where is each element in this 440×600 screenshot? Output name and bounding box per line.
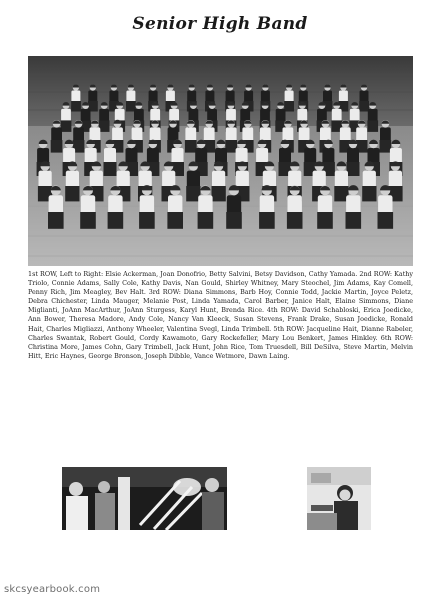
band-member-lower [378,212,394,229]
page-title: Senior High Band [132,14,308,34]
band-member-lower [259,212,275,229]
band-member-lower [167,212,183,229]
band-practice-photo-illustration [62,467,227,530]
band-member-lower [380,140,392,153]
band-member-lower [71,101,81,112]
band-practice-photo [62,467,227,530]
band-member-lower [80,212,96,229]
band-member-lower [287,212,303,229]
site-watermark: skcsyearbook.com [4,584,101,595]
band-member-lower [367,120,378,131]
band-group-photo [28,56,413,266]
band-member-lower [198,212,214,229]
band-member-lower [346,212,362,229]
band-member-lower [108,212,124,229]
band-member-lower [212,186,226,201]
band-member-lower [317,212,333,229]
band-member-lower [99,120,110,131]
band-member-lower [61,120,72,131]
musician-photo [307,467,371,530]
band-member-lower [284,101,294,112]
band-member-lower [362,186,376,201]
band-member-lower [359,101,369,112]
band-member-lower [51,140,63,153]
band-member-lower [347,162,360,176]
musician-photo-illustration [307,467,371,530]
band-member-lower [185,140,197,153]
band-member-lower [225,140,237,153]
band-member-lower [48,212,64,229]
band-member-lower [65,186,79,201]
band-member-lower [104,162,117,176]
band-member-lower [139,212,155,229]
roster-caption: 1st ROW, Left to Right: Elsie Ackerman, Joan Donofrio, Betty Salvini, Betsy Davidson, Cathy Yamada. 2nd ROW: Kathy Triolo, Connie Adams, Sally Cole, Kathy Davis, Nan Gould, Shirley Whitney, Mary Steochel, Jim Adams, Kay Comell, Penny Rich, Jim Meagley, Bev Halt. 3rd ROW: Diana Simmons, Barb Hoy, Connie Todd, Jackie Martin, Joyce Peletz, Debra Chichester, Linda Mauger, Melanie Post, Linda Yamada, Carol Barber, Janice Halt, Elaine Simmons, Diane Miglianti, JoAnn MacArthur, JoAnn Sturgess, Karyl Hunt, Brenda Rice. 4th ROW: David Schabloski, Erica Joedicke, Ann Bower, Theresa Madore, Andy Cole, Nancy Van Kleeck, Susan Stevens, Frank Drake, Susan Joedicke, Ronald Hait, Charles Migliazzi, Anthony Wheeler, Valentina Svegl, Linda Trimbell. 5th ROW: Jacqueline Hait, Dianne Rabeler, Charles Swantak, Robert Gould, Cordy Kawamoto, Gary Rockefeller, Mary Lou Benkert, James Hinkley. 6th ROW: Christina More, James Cohn, Gary Trimbell, Jack Hunt, John Rice, Tom Truesdell, Bill DeSilva, Steve Martin, Melvin Hitt, Eric Haynes, George Bronson, Joseph Dibble, Vance Wetmore, Dawn Laing. [28,270,413,360]
band-member-lower [226,212,242,229]
band-group-photo-illustration [28,56,413,266]
